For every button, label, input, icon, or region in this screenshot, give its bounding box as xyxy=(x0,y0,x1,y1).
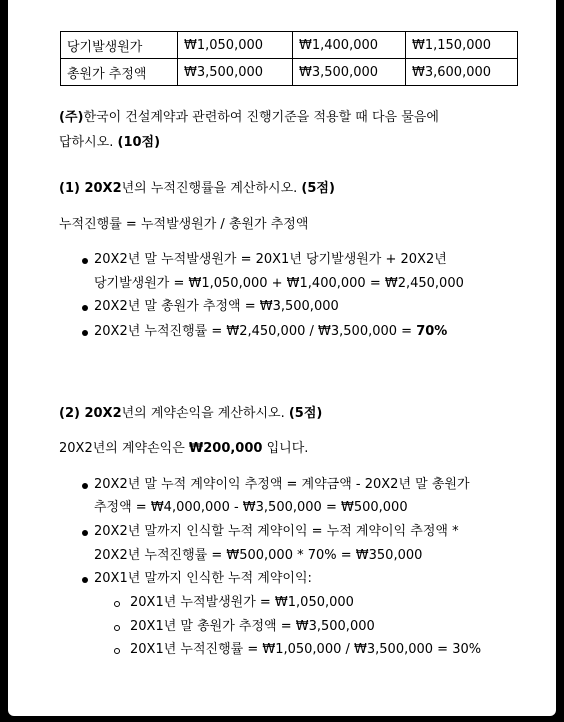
q2-sub-bullet-3: 20X1년 누적진행률 = ₩1,050,000 / ₩3,500,000 = 30% xyxy=(130,642,482,657)
q2-bullet-2-cont: 20X2년 누적진행률 = ₩500,000 * 70% = ₩350,000 xyxy=(94,548,423,563)
q1-heading-number: (1) 20X2 xyxy=(59,181,122,196)
q2-answer-text: 20X2년의 계약손익은 xyxy=(59,441,189,456)
bullet-icon xyxy=(82,530,88,536)
q2-heading-number: (2) 20X2 xyxy=(59,406,122,421)
sub-bullet-icon xyxy=(114,625,120,631)
q2-heading-points: (5점) xyxy=(288,406,323,421)
bullet-icon xyxy=(82,577,88,583)
bullet-icon xyxy=(82,305,88,311)
q2-bullet-3: 20X1년 말까지 인식한 누적 계약이익: xyxy=(94,571,312,586)
q1-heading xyxy=(59,181,335,197)
q1-bullet-2: 20X2년 말 총원가 추정액 = ₩3,500,000 xyxy=(94,299,339,314)
table-row xyxy=(61,59,518,86)
table-cell: 총원가 추정액 xyxy=(61,59,178,86)
q2-answer xyxy=(59,441,308,457)
q2-sub-bullet-1: 20X1년 누적발생원가 = ₩1,050,000 xyxy=(130,595,354,610)
q2-answer-value: ₩200,000 xyxy=(188,441,263,456)
bullet-icon xyxy=(82,258,88,264)
intro-line-1 xyxy=(59,110,439,126)
q1-bullet-3 xyxy=(94,324,447,340)
q1-result: 70% xyxy=(416,324,448,339)
bullet-icon xyxy=(82,483,88,489)
table-cell: ₩3,600,000 xyxy=(406,59,518,86)
q2-answer-end: 입니다. xyxy=(262,441,309,456)
table-cell: ₩1,150,000 xyxy=(406,32,518,59)
table-row xyxy=(61,32,518,59)
q2-heading-text: 년의 계약손익을 계산하시오. xyxy=(121,406,285,421)
q1-formula: 누적진행률 = 누적발생원가 / 총원가 추정액 xyxy=(59,217,309,232)
q2-bullet-2: 20X2년 말까지 인식할 누적 계약이익 = 누적 계약이익 추정액 * xyxy=(94,524,459,539)
q1-bullet-1: 20X2년 말 누적발생원가 = 20X1년 당기발생원가 + 20X2년 xyxy=(94,252,447,267)
intro-text: 한국이 건설계약과 관련하여 진행기준을 적용할 때 다음 물음에 xyxy=(83,110,439,125)
table-cell: 당기발생원가 xyxy=(61,32,178,59)
table-cell: ₩1,400,000 xyxy=(293,32,406,59)
q2-bullet-1: 20X2년 말 누적 계약이익 추정액 = 계약금액 - 20X2년 말 총원가 xyxy=(94,477,470,492)
sub-bullet-icon xyxy=(114,648,120,654)
document-page xyxy=(8,0,556,716)
sub-bullet-icon xyxy=(114,601,120,607)
cost-table xyxy=(60,31,518,86)
q1-heading-text: 년의 누적진행률을 계산하시오. xyxy=(121,181,298,196)
table-cell: ₩1,050,000 xyxy=(178,32,293,59)
q1-heading-points: (5점) xyxy=(301,181,335,196)
intro-line-2 xyxy=(59,135,160,151)
q2-sub-bullet-2: 20X1년 말 총원가 추정액 = ₩3,500,000 xyxy=(130,619,375,634)
q2-bullet-1-cont: 추정액 = ₩4,000,000 - ₩3,500,000 = ₩500,000 xyxy=(94,500,408,515)
intro-prefix: (주) xyxy=(59,110,84,125)
q1-bullet-1-cont: 당기발생원가 = ₩1,050,000 + ₩1,400,000 = ₩2,450,000 xyxy=(94,276,464,291)
q1-bullet-3-text: 20X2년 누적진행률 = ₩2,450,000 / ₩3,500,000 = xyxy=(94,324,417,339)
intro-text-2: 답하시오. xyxy=(59,135,114,150)
q2-heading xyxy=(59,406,322,422)
intro-points: (10점) xyxy=(117,135,161,150)
table-cell: ₩3,500,000 xyxy=(178,59,293,86)
table-cell: ₩3,500,000 xyxy=(293,59,406,86)
bullet-icon xyxy=(82,330,88,336)
